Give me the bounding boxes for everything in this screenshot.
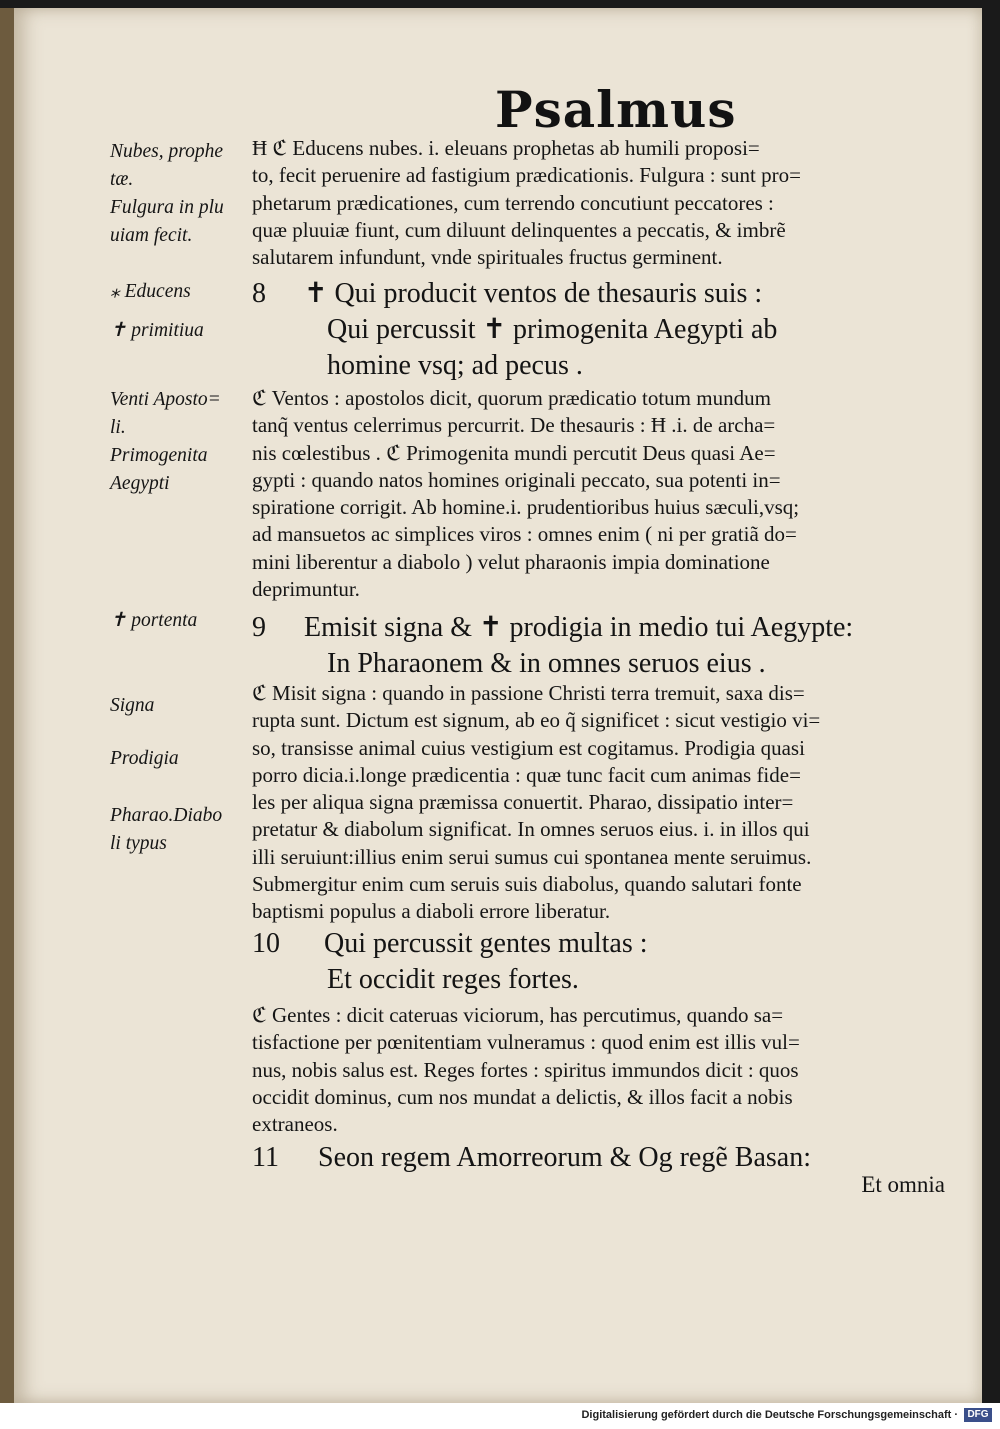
margin-line: Venti Aposto=	[110, 389, 221, 410]
text-line: nus, nobis salus est. Reges fortes : spiritus immundos dicit : quos	[252, 1057, 799, 1082]
page-edge	[0, 8, 14, 1403]
text-line: les per aliqua signa præmissa conuertit. Pharao, dissipatio inter=	[252, 790, 794, 815]
verse-line: homine vsq; ad pecus .	[327, 350, 583, 381]
text-line: baptismi populus a diaboli errore liberatur.	[252, 899, 611, 924]
verse-number: 8	[252, 278, 266, 309]
text-line: to, fecit peruenire ad fastigium prædicationis. Fulgura : sunt pro=	[252, 163, 801, 188]
verse-10	[252, 926, 648, 998]
text-line: porro dicia.i.longe prædicentia : quæ tunc facit cum animas fide=	[252, 762, 801, 787]
margin-line: li typus	[110, 833, 167, 854]
text-line: extraneos.	[252, 1112, 338, 1137]
text-line: deprimuntur.	[252, 577, 360, 602]
margin-note-educens	[110, 278, 191, 306]
text-line: quæ pluuiæ fiunt, cum diluunt delinquentes a peccatis, & imbrẽ	[252, 217, 786, 242]
text-line: spiratione corrigit. Ab homine.i. prudentioribus huius sæculi,vsq;	[252, 495, 800, 520]
margin-note-nubes	[110, 138, 224, 250]
margin-line: ✝ primitiua	[110, 320, 204, 341]
margin-line: li.	[110, 417, 126, 438]
margin-line: Pharao.Diabo	[110, 805, 223, 826]
margin-note-primitiua	[110, 317, 204, 345]
text-line: Submergitur enim cum seruis suis diabolus, quando salutari fonte	[252, 872, 802, 897]
text-line: so, transisse animal cuius vestigium est cogitamus. Prodigia quasi	[252, 735, 805, 760]
text-line: mini liberentur a diabolo ) velut pharaonis impia dominatione	[252, 549, 770, 574]
text-line: ℭ Ventos : apostolos dicit, quorum prædicatio totum mundum	[252, 386, 771, 410]
catchword: Et omnia	[861, 1172, 945, 1197]
verse-line: Qui percussit gentes multas :	[324, 928, 648, 959]
verse-line: Qui percussit ✝ primogenita Aegypti ab	[327, 314, 778, 345]
margin-line: ⁎ Educens	[110, 281, 191, 302]
verse-11	[252, 1140, 811, 1176]
verse-line: Emisit signa & ✝ prodigia in medio tui Aegypte:	[304, 612, 854, 643]
verse-9	[252, 610, 853, 682]
margin-line: Primogenita	[110, 445, 208, 466]
margin-note-signa	[110, 692, 154, 720]
verse-line: ✝ Qui producit ventos de thesauris suis :	[304, 278, 763, 309]
commentary-educens	[252, 135, 942, 271]
text-line: pretatur & diabolum significat. In omnes seruos eius. i. in illos qui	[252, 817, 810, 842]
margin-note-portenta	[110, 607, 197, 635]
commentary-ventos	[252, 385, 942, 603]
text-line: ad mansuetos ac simplices viros : omnes enim ( ni per gratiã do=	[252, 522, 797, 547]
margin-line: Fulgura in plu	[110, 197, 224, 218]
margin-note-pharao	[110, 802, 222, 858]
margin-note-venti	[110, 386, 221, 498]
margin-line: Prodigia	[110, 748, 179, 769]
verse-8	[252, 276, 777, 384]
text-line: occidit dominus, cum nos mundat a delictis, & illos facit a nobis	[252, 1084, 793, 1109]
margin-line: tæ.	[110, 169, 134, 190]
margin-line: ✝ portenta	[110, 610, 198, 631]
verse-line: In Pharaonem & in omnes seruos eius .	[327, 648, 766, 679]
commentary-gentes	[252, 1002, 942, 1138]
margin-line: uiam fecit.	[110, 225, 193, 246]
text-line: salutarem infundunt, vnde spirituales fructus germinent.	[252, 245, 723, 270]
margin-line: Signa	[110, 695, 155, 716]
text-line: tanq̃ ventus celerrimus percurrit. De thesauris : Ħ .i. de archa=	[252, 413, 776, 438]
verse-number: 10	[252, 928, 280, 959]
dfg-logo: DFG	[964, 1408, 992, 1422]
text-line: illi seruiunt:illius enim serui sumus cui spontanea mente seruimus.	[252, 844, 812, 869]
commentary-misit	[252, 680, 942, 926]
footer-bar	[0, 1403, 1000, 1429]
verse-line: Et occidit reges fortes.	[327, 964, 579, 995]
verse-line: Seon regem Amorreorum & Og regẽ Basan:	[318, 1142, 811, 1173]
text-line: rupta sunt. Dictum est signum, ab eo q̃ significet : sicut vestigio vi=	[252, 708, 821, 733]
margin-note-prodigia	[110, 745, 179, 773]
text-line: phetarum prædicationes, cum terrendo concutiunt peccatores :	[252, 190, 774, 215]
text-line: ℭ Misit signa : quando in passione Christi terra tremuit, saxa dis=	[252, 681, 805, 705]
text-line: nis cœlestibus . ℭ Primogenita mundi percutit Deus quasi Ae=	[252, 440, 776, 465]
text-line: gypti : quando natos homines originali peccato, sua potenti in=	[252, 467, 781, 492]
page-title: Psalmus	[495, 80, 737, 139]
verse-number: 11	[252, 1142, 279, 1173]
text-line: tisfactione per pœnitentiam vulneramus : quod enim est illis vul=	[252, 1030, 800, 1055]
text-line: Ħ ℭ Educens nubes. i. eleuans prophetas ab humili proposi=	[252, 136, 760, 160]
text-line: ℭ Gentes : dicit cateruas viciorum, has percutimus, quando sa=	[252, 1003, 784, 1027]
margin-line: Aegypti	[110, 473, 170, 494]
verse-number: 9	[252, 612, 266, 643]
footer-credit: Digitalisierung gefördert durch die Deutsche Forschungsgemeinschaft ·	[581, 1409, 958, 1421]
margin-line: Nubes, prophe	[110, 141, 224, 162]
